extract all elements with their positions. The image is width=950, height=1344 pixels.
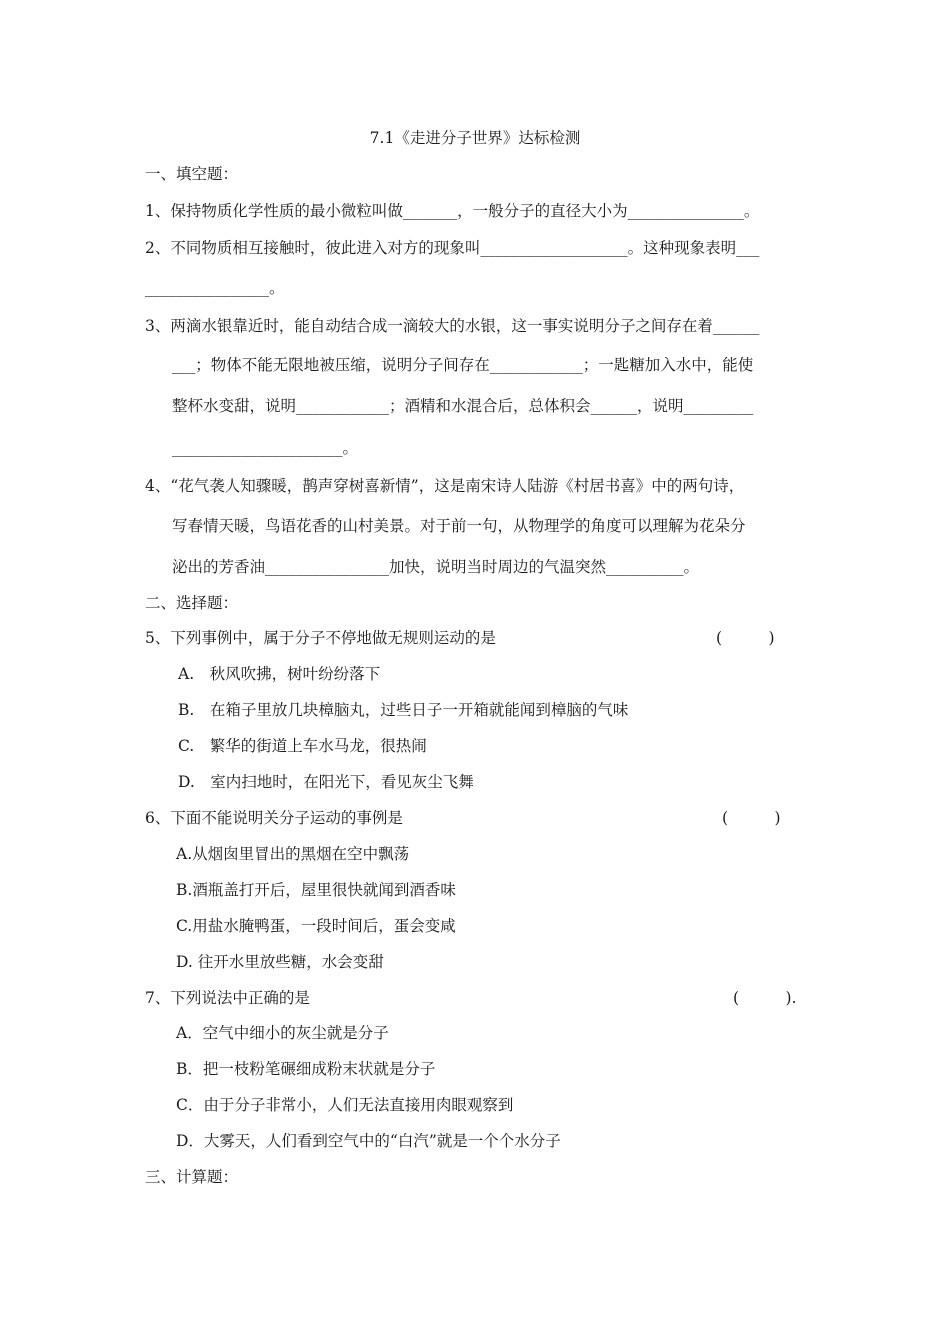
question-7-option-b: B．把一枝粉笔碾细成粉末状就是分子 — [176, 1060, 436, 1078]
question-4-line-2: 写春情天暖，鸟语花香的山村美景。对于前一句，从物理学的角度可以理解为花朵分 — [172, 517, 746, 535]
question-3-line-1: 3、两滴水银靠近时，能自动结合成一滴较大的水银，这一事实说明分子之间存在着______ — [145, 317, 760, 335]
question-6-option-b: B.酒瓶盖打开后，屋里很快就闻到酒香味 — [176, 881, 456, 899]
question-7-stem: 7、下列说法中正确的是 — [145, 989, 310, 1007]
question-5-option-a: A. 秋风吹拂，树叶纷纷落下 — [178, 665, 381, 683]
question-7-option-a: A．空气中细小的灰尘就是分子 — [176, 1024, 389, 1042]
question-2-line-1: 2、不同物质相互接触时，彼此进入对方的现象叫___________________。这种现象表明___ — [145, 239, 760, 257]
question-5-answer-blank: ( ) — [716, 629, 775, 647]
question-4-line-3: 泌出的芳香油________________加快，说明当时周边的气温突然__________。 — [172, 558, 700, 576]
question-1: 1、保持物质化学性质的最小微粒叫做_______，一般分子的直径大小为_______________。 — [145, 202, 760, 220]
page-title: 7.1《走进分子世界》达标检测 — [369, 129, 581, 147]
question-3-line-4: ______________________。 — [172, 439, 359, 457]
section-fill-in-heading: 一、填空题： — [145, 165, 239, 183]
section-choice-heading: 二、选择题： — [145, 594, 239, 612]
question-7-option-d: D．大雾天，人们看到空气中的“白汽”就是一个个水分子 — [176, 1132, 561, 1150]
question-2-line-2: ________________。 — [145, 279, 285, 297]
question-6-option-a: A.从烟囱里冒出的黑烟在空中飘荡 — [176, 845, 410, 863]
question-4-line-1: 4、“花气袭人知骤暖，鹊声穿树喜新情”，这是南宋诗人陆游《村居书喜》中的两句诗， — [145, 477, 745, 495]
question-6-stem: 6、下面不能说明关分子运动的事例是 — [145, 809, 403, 827]
question-5-option-d: D. 室内扫地时，在阳光下，看见灰尘飞舞 — [178, 773, 474, 791]
section-calculation-heading: 三、计算题： — [145, 1168, 239, 1186]
question-3-line-2: ___；物体不能无限地被压缩，说明分子间存在____________；一匙糖加入水中，能使 — [172, 356, 754, 374]
question-6-answer-blank: ( ) — [722, 809, 781, 827]
question-6-option-c: C.用盐水腌鸭蛋，一段时间后，蛋会变咸 — [176, 917, 456, 935]
question-7-option-c: C．由于分子非常小，人们无法直接用肉眼观察到 — [176, 1096, 514, 1114]
question-5-option-b: B. 在箱子里放几块樟脑丸，过些日子一开箱就能闻到樟脑的气味 — [178, 701, 629, 719]
question-5-stem: 5、下列事例中，属于分子不停地做无规则运动的是 — [145, 629, 496, 647]
question-6-option-d: D. 往开水里放些糖，水会变甜 — [176, 953, 384, 971]
question-5-option-c: C. 繁华的街道上车水马龙，很热闹 — [178, 737, 427, 755]
question-3-line-3: 整杯水变甜，说明____________；酒精和水混合后，总体积会______，说明_________ — [172, 397, 754, 415]
question-7-answer-blank: ( ). — [733, 989, 797, 1007]
